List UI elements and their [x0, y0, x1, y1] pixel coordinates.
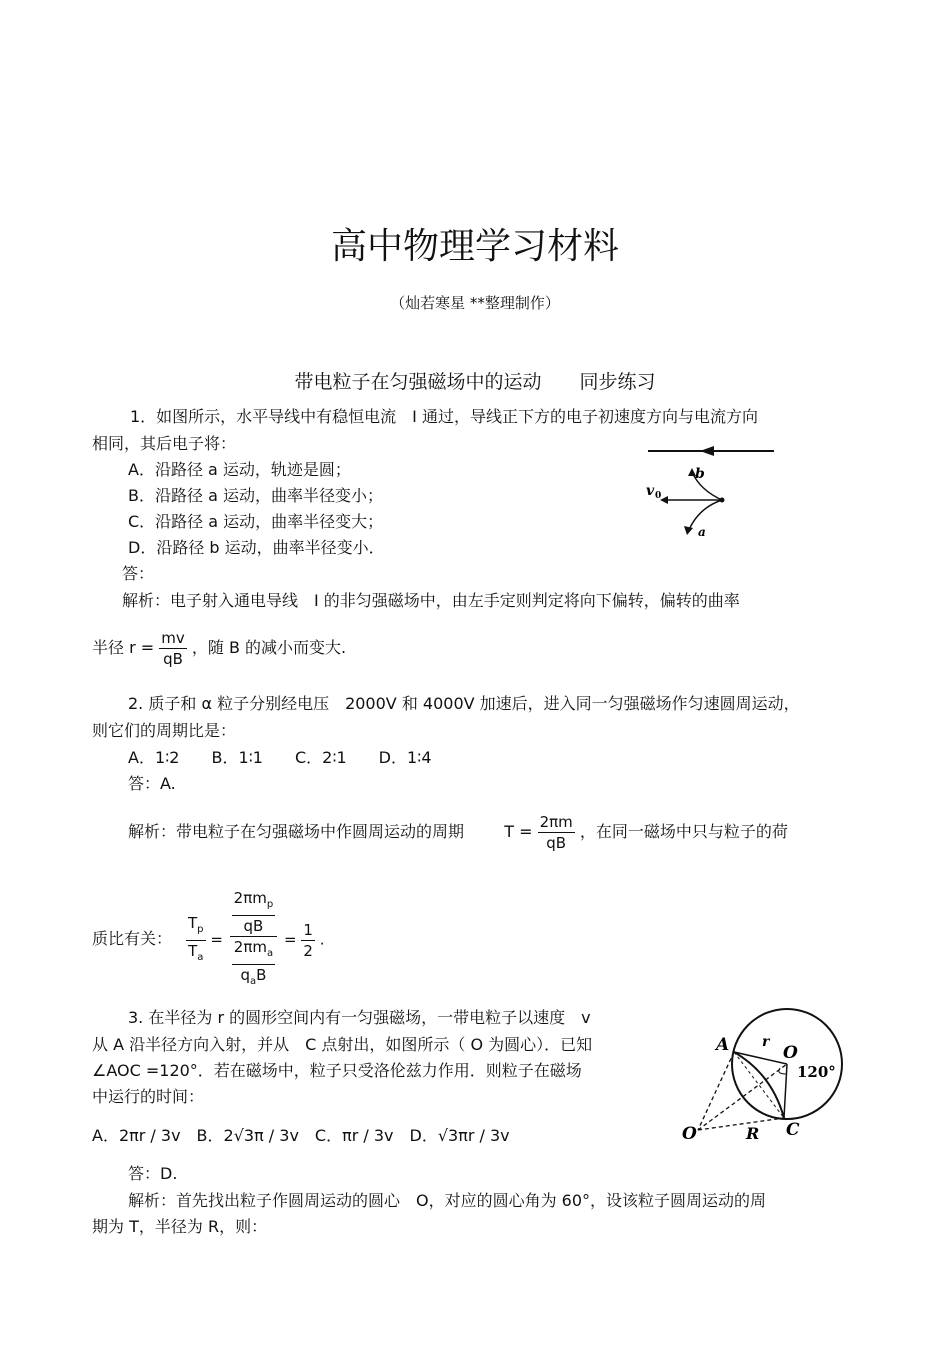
q2-ratio-result-den: 2 — [303, 941, 313, 960]
q2-period-num: 2πm — [539, 813, 573, 831]
label-a: a — [698, 525, 706, 539]
q2-period-fraction — [538, 812, 575, 853]
q2-ratio-sub-a: a — [197, 951, 204, 963]
q2-ratio-T-top: T — [188, 913, 198, 932]
q3-circle-figure — [676, 1008, 846, 1148]
q1-radius-prefix: 半径 r = — [92, 638, 155, 657]
q3-answer: 答：D. — [128, 1164, 178, 1183]
q2-ratio-bot-den-sub: a — [249, 976, 257, 987]
q3-options: A．2πr / 3v B．2√3π / 3v C．πr / 3v D．√3πr / 3v — [92, 1126, 510, 1145]
q2-stem-line1: 2. 质子和 α 粒子分别经电压 2000V 和 4000V 加速后，进入同一匀强磁场作匀速圆周运动， — [128, 694, 800, 713]
q2-analysis-prefix: 解析：带电粒子在匀强磁场中作圆周运动的周期 — [128, 822, 465, 841]
q1-radius-formula — [92, 628, 346, 669]
q2-ratio-bot-num: 2πm — [233, 938, 267, 956]
label-r: r — [762, 1034, 770, 1050]
q3-stem-line1: 3. 在半径为 r 的圆形空间内有一匀强磁场，一带电粒子以速度 v — [128, 1008, 591, 1027]
q1-option-b: B．沿路径 a 运动，曲率半径变小； — [128, 486, 383, 505]
q2-ratio-equals-2: = — [284, 930, 297, 949]
q2-ratio-top-num-sub: p — [266, 899, 274, 910]
q1-option-d: D．沿路径 b 运动，曲率半径变小． — [128, 538, 385, 557]
q3-analysis-line2: 期为 T，半径为 R，则： — [92, 1217, 268, 1236]
q1-wire-figure — [640, 440, 780, 540]
q2-ratio-bot-den-b: B — [256, 966, 267, 984]
wire-current-arrow — [700, 446, 714, 456]
q2-period-end: . — [319, 930, 325, 949]
q1-stem-line1: 1．如图所示，水平导线中有稳恒电流 I 通过，导线正下方的电子初速度方向与电流方向 — [130, 407, 758, 426]
q2-ratio-lhs — [186, 913, 206, 968]
label-R: R — [746, 1124, 760, 1143]
q2-period-line — [128, 812, 788, 853]
q3-analysis-line1: 解析：首先找出粒子作圆周运动的圆心 O，对应的圆心角为 60°，设该粒子圆周运动的周 — [128, 1191, 767, 1210]
q2-options: A．1∶2 B．1∶1 C．2∶1 D．1∶4 — [128, 748, 432, 767]
q2-ratio-sub-p: p — [197, 923, 204, 935]
label-v-sub: 0 — [655, 491, 662, 501]
q2-ratio-equals-1: = — [210, 930, 223, 949]
q1-answer: 答： — [122, 564, 155, 583]
q2-period-lhs: T = — [504, 822, 533, 841]
radius-OC — [784, 1064, 787, 1118]
q2-ratio-prefix: 质比有关： — [92, 929, 173, 948]
q2-stem-line2: 则它们的周期比是： — [92, 721, 237, 740]
q1-radius-suffix: ，随 B 的减小而变大. — [191, 638, 347, 657]
label-C: C — [786, 1120, 800, 1140]
angle-arc — [779, 1068, 786, 1074]
q2-ratio-top-den: qB — [243, 917, 264, 935]
q1-stem-line2: 相同，其后电子将： — [92, 434, 237, 453]
q1-radius-den: qB — [163, 650, 183, 668]
label-v: v — [646, 483, 655, 499]
q1-radius-fraction — [159, 628, 187, 669]
q1-option-a: A．沿路径 a 运动，轨迹是圆； — [128, 460, 351, 479]
label-angle: 120° — [797, 1063, 836, 1081]
q2-ratio-T-bottom: T — [188, 941, 198, 960]
q1-analysis: 解析：电子射入通电导线 I 的非匀强磁场中，由左手定则判定将向下偏转，偏转的曲率 — [122, 591, 740, 610]
path-a-arrow — [684, 526, 693, 535]
section-title: 带电粒子在匀强磁场中的运动 同步练习 — [294, 371, 656, 393]
q2-period-den: qB — [546, 834, 567, 852]
page-title: 高中物理学习材料 — [330, 226, 619, 267]
q1-option-c: C．沿路径 a 运动，曲率半径变大； — [128, 512, 384, 531]
line-O2A — [698, 1052, 734, 1130]
q2-ratio-top-num: 2πm — [233, 889, 267, 907]
q2-ratio-result-num: 1 — [303, 920, 313, 939]
q2-analysis-suffix: ，在同一磁场中只与粒子的荷 — [579, 822, 788, 841]
q3-stem-line3: ∠AOC =120°．若在磁场中，粒子只受洛伦兹力作用．则粒子在磁场 — [92, 1061, 582, 1080]
page-subtitle: （灿若寒星 **整理制作） — [390, 294, 560, 312]
label-b: b — [695, 466, 705, 482]
q1-radius-num: mv — [161, 629, 185, 647]
label-A: A — [716, 1035, 730, 1055]
q2-ratio-bot-den-q: q — [240, 966, 250, 984]
q3-stem-line4: 中运行的时间： — [92, 1087, 205, 1106]
q2-ratio-result — [301, 920, 315, 961]
q2-ratio-formula — [186, 888, 324, 992]
q2-ratio-compound — [230, 888, 278, 992]
label-O2: O — [682, 1124, 697, 1144]
q2-ratio-bot-num-sub: a — [266, 948, 274, 959]
q2-answer: 答：A. — [128, 774, 176, 793]
q3-stem-line2: 从 A 沿半径方向入射，并从 C 点射出，如图所示（ O 为圆心）．已知 — [92, 1035, 593, 1054]
label-O: O — [783, 1043, 798, 1063]
